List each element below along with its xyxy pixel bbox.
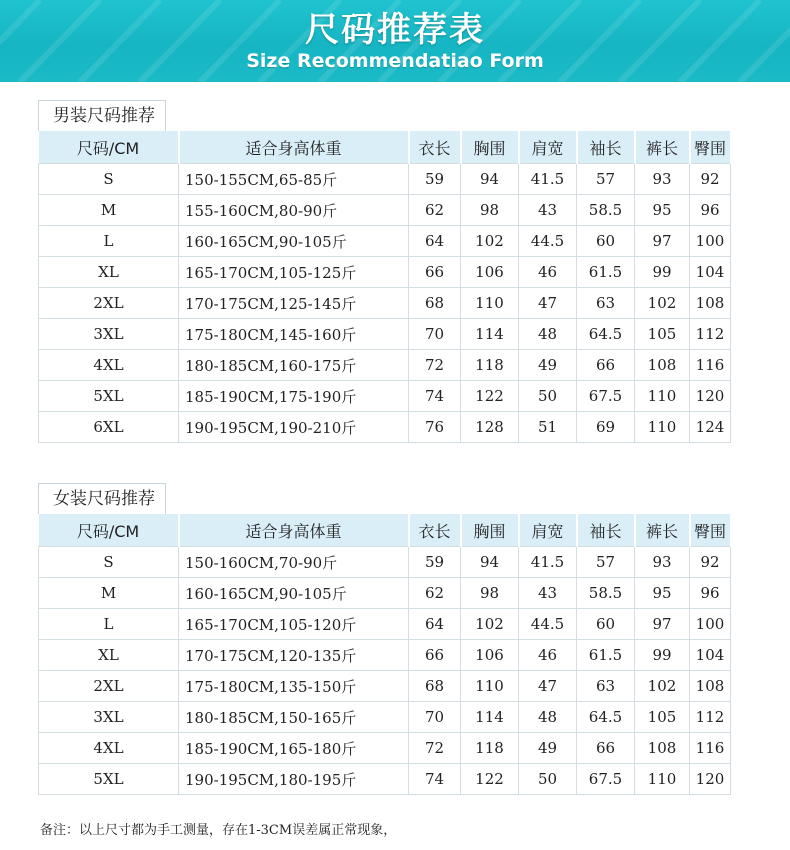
cell-shoulder: 41.5 bbox=[519, 164, 577, 195]
header-size: 尺码/CM bbox=[39, 514, 179, 547]
cell-pants-length: 93 bbox=[635, 547, 690, 578]
header-chest: 胸围 bbox=[461, 131, 519, 164]
cell-length: 70 bbox=[409, 319, 461, 350]
cell-hip: 108 bbox=[690, 288, 731, 319]
cell-size: XL bbox=[39, 257, 179, 288]
cell-chest: 128 bbox=[461, 412, 519, 443]
cell-size: M bbox=[39, 195, 179, 226]
cell-sleeve: 66 bbox=[577, 350, 635, 381]
table-row bbox=[39, 319, 731, 350]
cell-sleeve: 58.5 bbox=[577, 578, 635, 609]
cell-shoulder: 50 bbox=[519, 764, 577, 795]
cell-sleeve: 60 bbox=[577, 609, 635, 640]
cell-hip: 120 bbox=[690, 381, 731, 412]
cell-chest: 110 bbox=[461, 288, 519, 319]
men-header-row bbox=[39, 131, 731, 164]
cell-height-weight: 180-185CM,160-175斤 bbox=[179, 350, 409, 381]
men-size-table bbox=[38, 131, 732, 443]
cell-chest: 102 bbox=[461, 226, 519, 257]
table-row bbox=[39, 195, 731, 226]
cell-hip: 120 bbox=[690, 764, 731, 795]
cell-height-weight: 170-175CM,125-145斤 bbox=[179, 288, 409, 319]
header-sleeve: 袖长 bbox=[577, 514, 635, 547]
cell-hip: 92 bbox=[690, 164, 731, 195]
cell-shoulder: 46 bbox=[519, 257, 577, 288]
women-header-row bbox=[39, 514, 731, 547]
cell-chest: 106 bbox=[461, 640, 519, 671]
cell-size: 5XL bbox=[39, 764, 179, 795]
cell-pants-length: 97 bbox=[635, 226, 690, 257]
cell-hip: 116 bbox=[690, 733, 731, 764]
cell-hip: 96 bbox=[690, 195, 731, 226]
cell-height-weight: 180-185CM,150-165斤 bbox=[179, 702, 409, 733]
cell-hip: 104 bbox=[690, 640, 731, 671]
cell-pants-length: 95 bbox=[635, 578, 690, 609]
header-chest: 胸围 bbox=[461, 514, 519, 547]
table-row bbox=[39, 764, 731, 795]
cell-shoulder: 48 bbox=[519, 702, 577, 733]
cell-height-weight: 185-190CM,165-180斤 bbox=[179, 733, 409, 764]
cell-shoulder: 41.5 bbox=[519, 547, 577, 578]
header-hip: 臀围 bbox=[690, 514, 731, 547]
cell-shoulder: 46 bbox=[519, 640, 577, 671]
cell-length: 64 bbox=[409, 609, 461, 640]
cell-size: 4XL bbox=[39, 350, 179, 381]
cell-sleeve: 57 bbox=[577, 164, 635, 195]
table-row bbox=[39, 257, 731, 288]
cell-length: 74 bbox=[409, 381, 461, 412]
cell-height-weight: 150-155CM,65-85斤 bbox=[179, 164, 409, 195]
cell-chest: 106 bbox=[461, 257, 519, 288]
men-section-label: 男装尺码推荐 bbox=[38, 100, 166, 131]
cell-size: 3XL bbox=[39, 702, 179, 733]
cell-hip: 112 bbox=[690, 702, 731, 733]
table-row bbox=[39, 412, 731, 443]
cell-chest: 114 bbox=[461, 319, 519, 350]
cell-shoulder: 51 bbox=[519, 412, 577, 443]
table-row bbox=[39, 164, 731, 195]
footnote: 备注：以上尺寸都为手工测量，存在1-3CM误差属正常现象， bbox=[40, 823, 397, 838]
table-row bbox=[39, 671, 731, 702]
table-row bbox=[39, 702, 731, 733]
header-size: 尺码/CM bbox=[39, 131, 179, 164]
cell-height-weight: 150-160CM,70-90斤 bbox=[179, 547, 409, 578]
cell-size: 5XL bbox=[39, 381, 179, 412]
header-sleeve: 袖长 bbox=[577, 131, 635, 164]
cell-hip: 112 bbox=[690, 319, 731, 350]
cell-pants-length: 110 bbox=[635, 381, 690, 412]
cell-sleeve: 57 bbox=[577, 547, 635, 578]
cell-height-weight: 170-175CM,120-135斤 bbox=[179, 640, 409, 671]
cell-chest: 118 bbox=[461, 350, 519, 381]
cell-size: M bbox=[39, 578, 179, 609]
cell-sleeve: 63 bbox=[577, 671, 635, 702]
cell-length: 59 bbox=[409, 164, 461, 195]
cell-shoulder: 47 bbox=[519, 288, 577, 319]
cell-pants-length: 99 bbox=[635, 257, 690, 288]
header-pants-length: 裤长 bbox=[635, 131, 690, 164]
cell-sleeve: 64.5 bbox=[577, 702, 635, 733]
cell-chest: 98 bbox=[461, 195, 519, 226]
cell-shoulder: 50 bbox=[519, 381, 577, 412]
cell-shoulder: 49 bbox=[519, 350, 577, 381]
cell-size: XL bbox=[39, 640, 179, 671]
cell-shoulder: 47 bbox=[519, 671, 577, 702]
cell-sleeve: 61.5 bbox=[577, 640, 635, 671]
cell-sleeve: 67.5 bbox=[577, 764, 635, 795]
cell-pants-length: 110 bbox=[635, 412, 690, 443]
cell-height-weight: 155-160CM,80-90斤 bbox=[179, 195, 409, 226]
header-height-weight: 适合身高体重 bbox=[179, 131, 409, 164]
cell-chest: 94 bbox=[461, 547, 519, 578]
cell-pants-length: 95 bbox=[635, 195, 690, 226]
cell-pants-length: 108 bbox=[635, 350, 690, 381]
cell-pants-length: 97 bbox=[635, 609, 690, 640]
cell-shoulder: 44.5 bbox=[519, 609, 577, 640]
header-pants-length: 裤长 bbox=[635, 514, 690, 547]
cell-hip: 100 bbox=[690, 226, 731, 257]
cell-shoulder: 43 bbox=[519, 578, 577, 609]
header-length: 衣长 bbox=[409, 514, 461, 547]
cell-length: 70 bbox=[409, 702, 461, 733]
cell-size: S bbox=[39, 547, 179, 578]
cell-height-weight: 160-165CM,90-105斤 bbox=[179, 226, 409, 257]
cell-hip: 124 bbox=[690, 412, 731, 443]
cell-length: 62 bbox=[409, 578, 461, 609]
table-row bbox=[39, 578, 731, 609]
cell-length: 68 bbox=[409, 288, 461, 319]
cell-sleeve: 63 bbox=[577, 288, 635, 319]
cell-pants-length: 102 bbox=[635, 671, 690, 702]
cell-height-weight: 190-195CM,180-195斤 bbox=[179, 764, 409, 795]
cell-length: 59 bbox=[409, 547, 461, 578]
header-shoulder: 肩宽 bbox=[519, 514, 577, 547]
header-shoulder: 肩宽 bbox=[519, 131, 577, 164]
cell-height-weight: 175-180CM,145-160斤 bbox=[179, 319, 409, 350]
cell-pants-length: 99 bbox=[635, 640, 690, 671]
table-row bbox=[39, 640, 731, 671]
cell-chest: 114 bbox=[461, 702, 519, 733]
cell-sleeve: 64.5 bbox=[577, 319, 635, 350]
cell-pants-length: 102 bbox=[635, 288, 690, 319]
header-hip: 臀围 bbox=[690, 131, 731, 164]
cell-sleeve: 66 bbox=[577, 733, 635, 764]
table-row bbox=[39, 547, 731, 578]
banner-subtitle: Size Recommendatiao Form bbox=[246, 50, 544, 72]
cell-chest: 102 bbox=[461, 609, 519, 640]
cell-shoulder: 48 bbox=[519, 319, 577, 350]
cell-height-weight: 185-190CM,175-190斤 bbox=[179, 381, 409, 412]
cell-chest: 94 bbox=[461, 164, 519, 195]
cell-length: 68 bbox=[409, 671, 461, 702]
table-row bbox=[39, 350, 731, 381]
header-height-weight: 适合身高体重 bbox=[179, 514, 409, 547]
cell-sleeve: 69 bbox=[577, 412, 635, 443]
table-row bbox=[39, 288, 731, 319]
cell-size: 2XL bbox=[39, 288, 179, 319]
women-table-body bbox=[39, 547, 731, 795]
cell-chest: 122 bbox=[461, 381, 519, 412]
cell-hip: 100 bbox=[690, 609, 731, 640]
cell-length: 76 bbox=[409, 412, 461, 443]
cell-length: 64 bbox=[409, 226, 461, 257]
cell-hip: 104 bbox=[690, 257, 731, 288]
header-banner bbox=[0, 0, 790, 82]
cell-sleeve: 61.5 bbox=[577, 257, 635, 288]
cell-height-weight: 165-170CM,105-120斤 bbox=[179, 609, 409, 640]
banner-title: 尺码推荐表 bbox=[305, 10, 485, 50]
cell-chest: 118 bbox=[461, 733, 519, 764]
table-row bbox=[39, 381, 731, 412]
cell-pants-length: 105 bbox=[635, 702, 690, 733]
cell-hip: 108 bbox=[690, 671, 731, 702]
cell-size: S bbox=[39, 164, 179, 195]
cell-size: L bbox=[39, 609, 179, 640]
cell-pants-length: 93 bbox=[635, 164, 690, 195]
cell-height-weight: 190-195CM,190-210斤 bbox=[179, 412, 409, 443]
cell-size: 2XL bbox=[39, 671, 179, 702]
cell-pants-length: 110 bbox=[635, 764, 690, 795]
cell-hip: 92 bbox=[690, 547, 731, 578]
cell-sleeve: 67.5 bbox=[577, 381, 635, 412]
cell-chest: 98 bbox=[461, 578, 519, 609]
cell-size: 4XL bbox=[39, 733, 179, 764]
cell-chest: 122 bbox=[461, 764, 519, 795]
cell-chest: 110 bbox=[461, 671, 519, 702]
cell-length: 66 bbox=[409, 640, 461, 671]
cell-length: 74 bbox=[409, 764, 461, 795]
cell-height-weight: 160-165CM,90-105斤 bbox=[179, 578, 409, 609]
cell-size: L bbox=[39, 226, 179, 257]
cell-pants-length: 105 bbox=[635, 319, 690, 350]
cell-length: 62 bbox=[409, 195, 461, 226]
women-size-table bbox=[38, 514, 732, 795]
cell-size: 6XL bbox=[39, 412, 179, 443]
cell-length: 66 bbox=[409, 257, 461, 288]
cell-sleeve: 58.5 bbox=[577, 195, 635, 226]
cell-shoulder: 49 bbox=[519, 733, 577, 764]
table-row bbox=[39, 733, 731, 764]
cell-pants-length: 108 bbox=[635, 733, 690, 764]
cell-hip: 116 bbox=[690, 350, 731, 381]
cell-length: 72 bbox=[409, 733, 461, 764]
cell-size: 3XL bbox=[39, 319, 179, 350]
cell-shoulder: 43 bbox=[519, 195, 577, 226]
cell-sleeve: 60 bbox=[577, 226, 635, 257]
cell-height-weight: 165-170CM,105-125斤 bbox=[179, 257, 409, 288]
cell-length: 72 bbox=[409, 350, 461, 381]
table-row bbox=[39, 226, 731, 257]
cell-height-weight: 175-180CM,135-150斤 bbox=[179, 671, 409, 702]
men-table-body bbox=[39, 164, 731, 443]
header-length: 衣长 bbox=[409, 131, 461, 164]
cell-hip: 96 bbox=[690, 578, 731, 609]
women-section-label: 女装尺码推荐 bbox=[38, 483, 166, 514]
cell-shoulder: 44.5 bbox=[519, 226, 577, 257]
table-row bbox=[39, 609, 731, 640]
